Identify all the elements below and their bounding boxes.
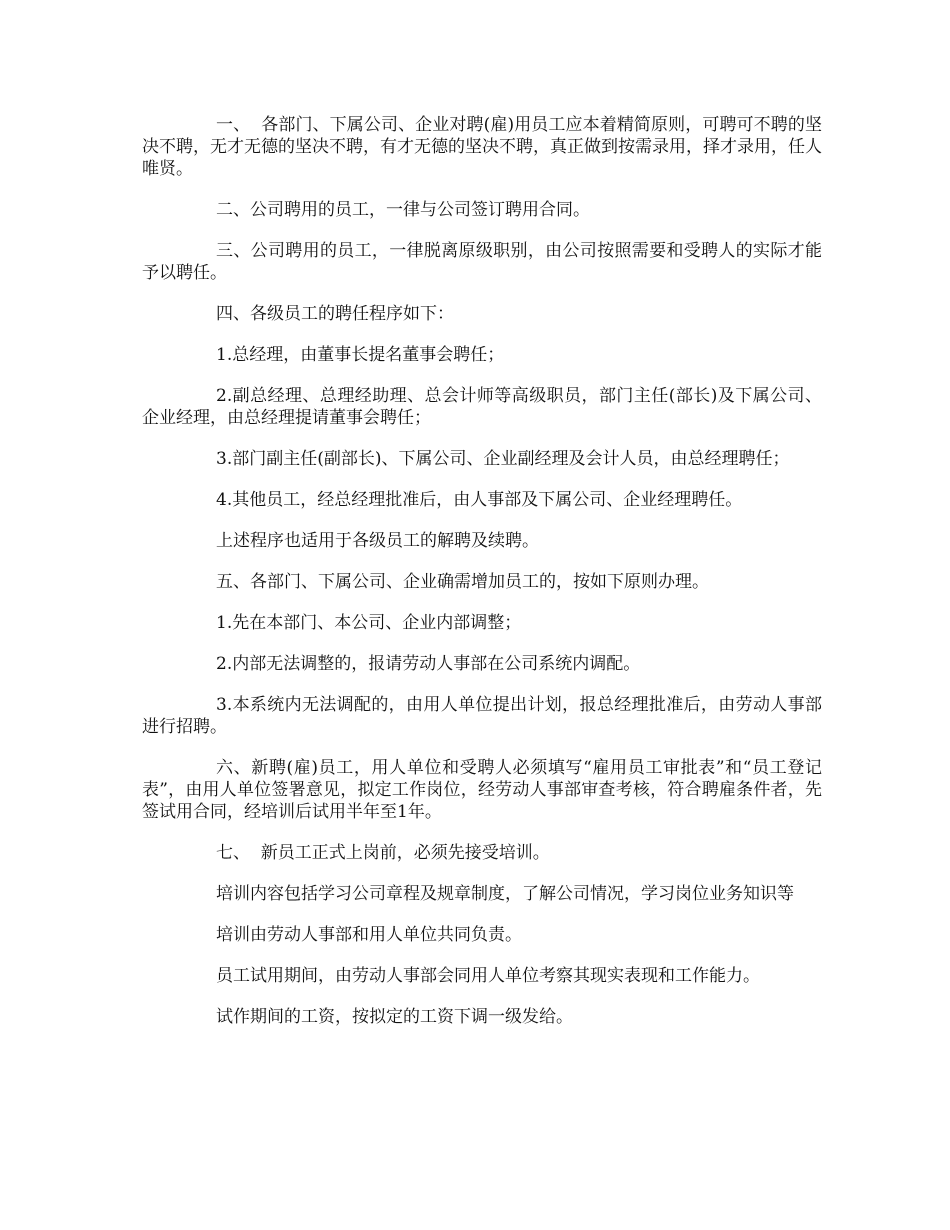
paragraph-16: 培训内容包括学习公司章程及规章制度，了解公司情况，学习岗位业务知识等 [216, 884, 794, 904]
paragraph-13: 3.本系统内无法调配的，由用人单位提出计划，报总经理批准后，由劳动人事部进行招聘。 [142, 695, 822, 737]
paragraph-12: 2.内部无法调整的，报请劳动人事部在公司系统内调配。 [216, 654, 641, 674]
paragraph-7: 3.部门副主任(副部长)、下属公司、企业副经理及会计人员，由总经理聘任； [216, 449, 790, 469]
paragraph-8: 4.其他员工，经总经理批准后，由人事部及下属公司、企业经理聘任。 [216, 490, 743, 510]
paragraph-9: 上述程序也适用于各级员工的解聘及续聘。 [216, 531, 539, 551]
paragraph-5: 1.总经理，由董事长提名董事会聘任； [216, 345, 505, 365]
paragraph-18: 员工试用期间，由劳动人事部会同用人单位考察其现实表现和工作能力。 [216, 966, 760, 986]
paragraph-11: 1.先在本部门、本公司、企业内部调整； [216, 613, 522, 633]
paragraph-14: 六、新聘(雇)员工，用人单位和受聘人必须填写“雇用员工审批表”和“员工登记表”，由用人单位签署意见，拟定工作岗位，经劳动人事部审查考核，符合聘雇条件者，先签试用合同，经培训后试用半年至1年。 [142, 758, 822, 822]
document-body [142, 114, 822, 1047]
paragraph-1: 一、 各部门、下属公司、企业对聘(雇)用员工应本着精简原则，可聘可不聘的坚决不聘，无才无德的坚决不聘，有才无德的坚决不聘，真正做到按需录用，择才录用，任人唯贤。 [142, 115, 822, 179]
paragraph-3: 三、公司聘用的员工，一律脱离原级职别，由公司按照需要和受聘人的实际才能予以聘任。 [142, 241, 822, 283]
paragraph-17: 培训由劳动人事部和用人单位共同负责。 [216, 925, 522, 945]
paragraph-2: 二、公司聘用的员工，一律与公司签订聘用合同。 [216, 200, 590, 220]
paragraph-6: 2.副总经理、总理经助理、总会计师等高级职员，部门主任(部长)及下属公司、企业经理，由总经理提请董事会聘任； [142, 386, 822, 428]
paragraph-19: 试作期间的工资，按拟定的工资下调一级发给。 [216, 1007, 573, 1027]
paragraph-4: 四、各级员工的聘任程序如下： [216, 304, 454, 324]
paragraph-10: 五、各部门、下属公司、企业确需增加员工的，按如下原则办理。 [216, 572, 709, 592]
paragraph-15: 七、 新员工正式上岗前，必须先接受培训。 [216, 843, 550, 863]
